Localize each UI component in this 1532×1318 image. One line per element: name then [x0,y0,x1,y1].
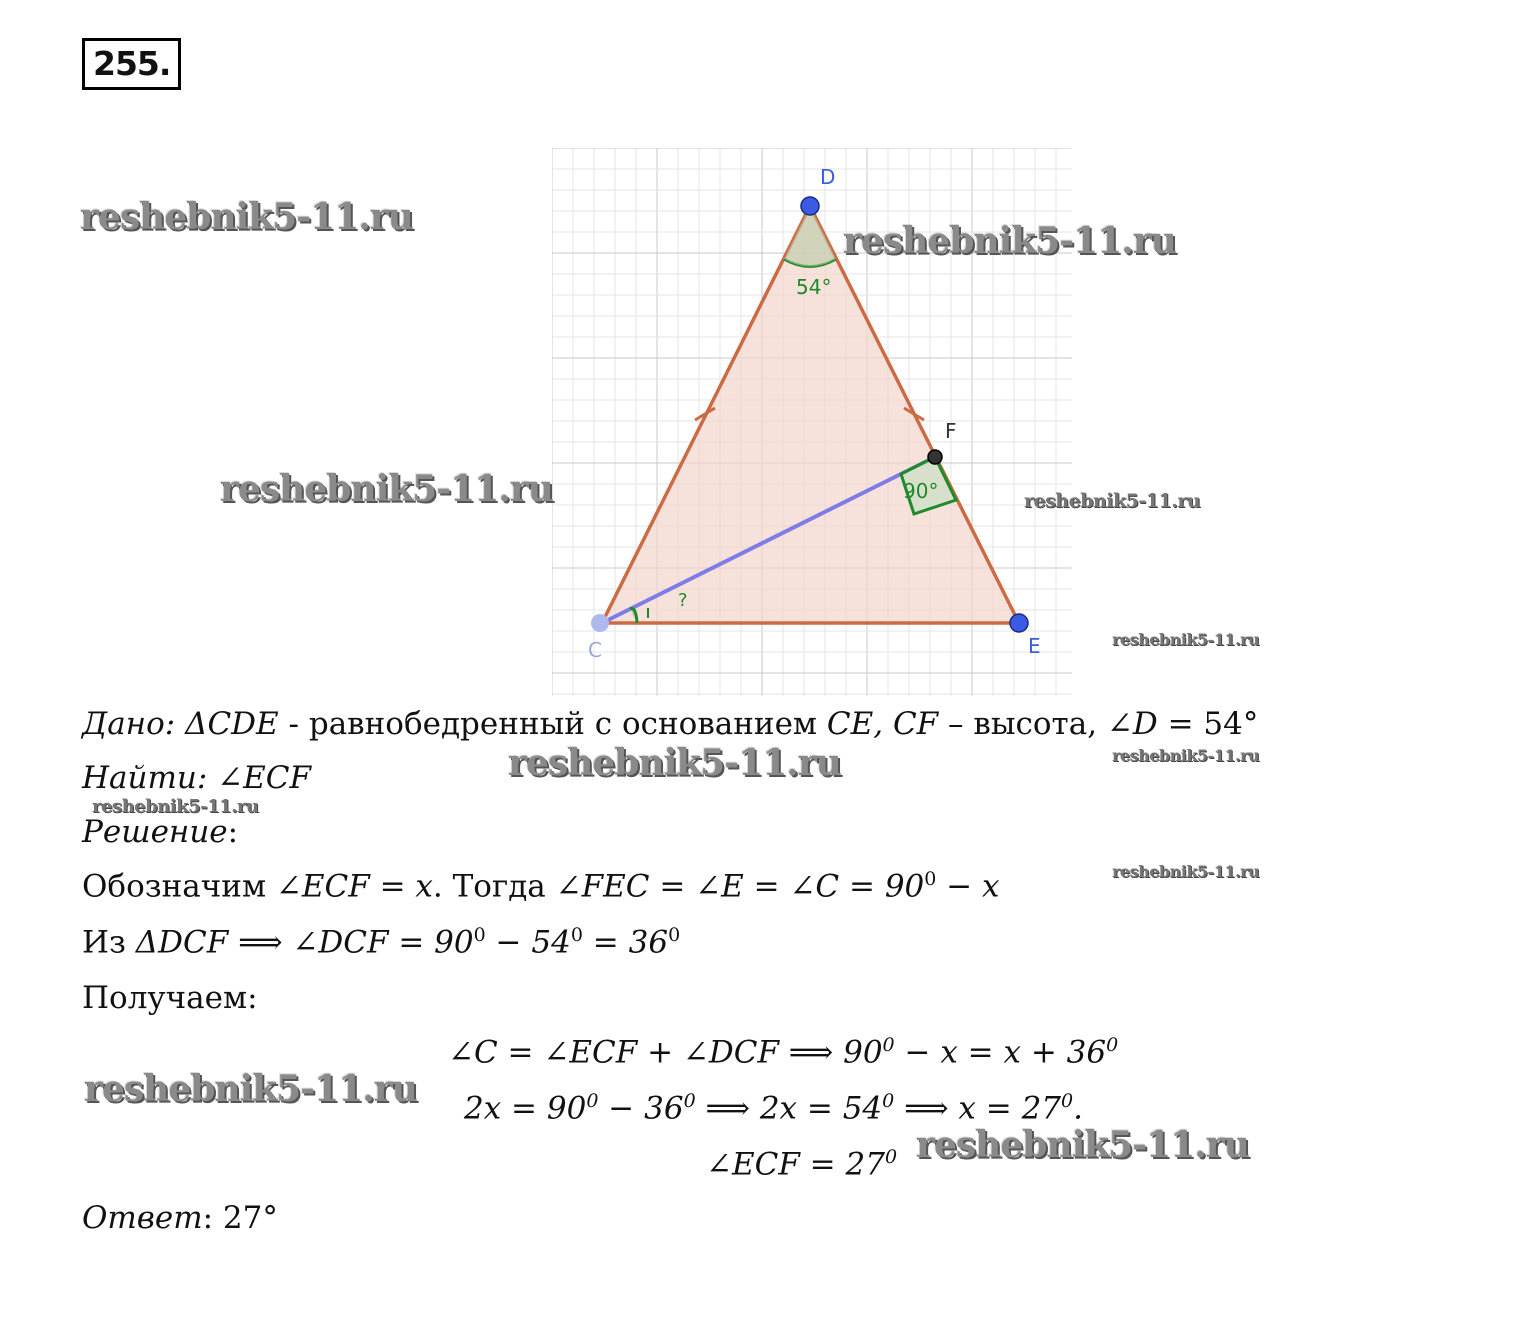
watermark: reshebnik5-11.ru [843,220,1176,262]
eq-1-b: − x = x + 36 [894,1034,1107,1071]
find-label: Найти [82,760,197,796]
eq-1-a: ∠C = ∠ECF + ∠DCF ⟹ 90 [448,1034,883,1071]
answer-value: : 27° [202,1200,278,1236]
watermark: reshebnik5-11.ru [92,796,259,817]
step-2-expr-b: − 54 [485,924,571,961]
given-line [82,706,1258,742]
step-2-exp-2: 0 [570,924,583,946]
find-line [82,760,311,796]
watermark: reshebnik5-11.ru [80,196,413,238]
step-1-expr-2: ∠FEC = ∠E = ∠C = 90 [555,868,925,905]
eq-1-exp-1: 0 [882,1034,895,1056]
watermark: reshebnik5-11.ru [508,742,841,784]
step-1-word-2: . Тогда [432,868,556,905]
step-1 [82,868,1000,904]
eq-3-a: ∠ECF = 27 [706,1146,885,1183]
step-3 [82,980,258,1016]
step-2-exp-1: 0 [473,924,486,946]
eq-2-end: . [1073,1090,1083,1127]
solution-label: Решение [82,814,228,850]
unknown-angle-label: ? [678,590,688,611]
watermark: reshebnik5-11.ru [1024,490,1201,512]
eq-2-c: ⟹ 2x = 54 [695,1090,883,1127]
vertex-e-point [1010,614,1028,632]
step-2 [82,924,680,960]
angle-d-label: 54° [796,275,832,299]
given-angle: ∠D [1106,706,1158,742]
eq-2-exp-3: 0 [882,1090,895,1112]
find-target: : ∠ECF [196,760,311,796]
watermark: reshebnik5-11.ru [1112,746,1260,765]
given-segments: CE, CF [826,706,939,742]
given-triangle: : ΔCDE [164,706,279,742]
solution-heading [82,814,238,850]
eq-2-exp-2: 0 [683,1090,696,1112]
step-2-word: Из [82,924,136,961]
vertex-c-label: C [588,638,602,662]
vertex-d-label: D [820,165,836,189]
step-1-expr-1: ∠ECF = x [275,868,433,905]
eq-1-exp-2: 0 [1106,1034,1119,1056]
watermark: reshebnik5-11.ru [1112,630,1260,649]
eq-2-d: ⟹ x = 27 [894,1090,1062,1127]
eq-2-b: − 36 [598,1090,684,1127]
given-height: – высота, [938,706,1107,742]
step-1-tail: − x [936,868,1000,905]
point-f-label: F [945,419,957,443]
given-label: Дано [82,706,165,742]
given-desc: - равнобедренный с основанием [278,706,827,742]
solution-colon: : [227,814,239,850]
vertex-e-label: E [1028,634,1041,658]
eq-3-exp-1: 0 [884,1146,898,1168]
step-2-expr-a: ΔDCF ⟹ ∠DCF = 90 [135,924,474,961]
step-3-word: Получаем: [82,980,258,1016]
answer-label: Ответ [82,1200,203,1236]
point-f [928,450,942,464]
given-angle-value: = 54° [1157,706,1259,742]
answer-line [82,1200,278,1236]
eq-2-exp-1: 0 [586,1090,599,1112]
step-1-word: Обозначим [82,868,276,905]
problem-number: 255. [82,38,181,90]
triangle-cde [602,206,1019,623]
watermark: reshebnik5-11.ru [1112,862,1260,881]
right-angle-label: 90° [903,479,939,503]
equation-2 [464,1090,1083,1126]
eq-2-exp-4: 0 [1061,1090,1074,1112]
equation-3 [706,1146,897,1182]
step-2-expr-c: = 36 [582,924,669,961]
vertex-c-point [591,614,609,632]
watermark: reshebnik5-11.ru [916,1124,1249,1166]
vertex-d-point [801,197,819,215]
equation-1 [448,1034,1118,1070]
step-1-exponent: 0 [924,868,937,890]
watermark: reshebnik5-11.ru [220,468,553,510]
watermark: reshebnik5-11.ru [84,1068,417,1110]
step-2-exp-3: 0 [668,924,681,946]
eq-2-a: 2x = 90 [464,1090,587,1127]
